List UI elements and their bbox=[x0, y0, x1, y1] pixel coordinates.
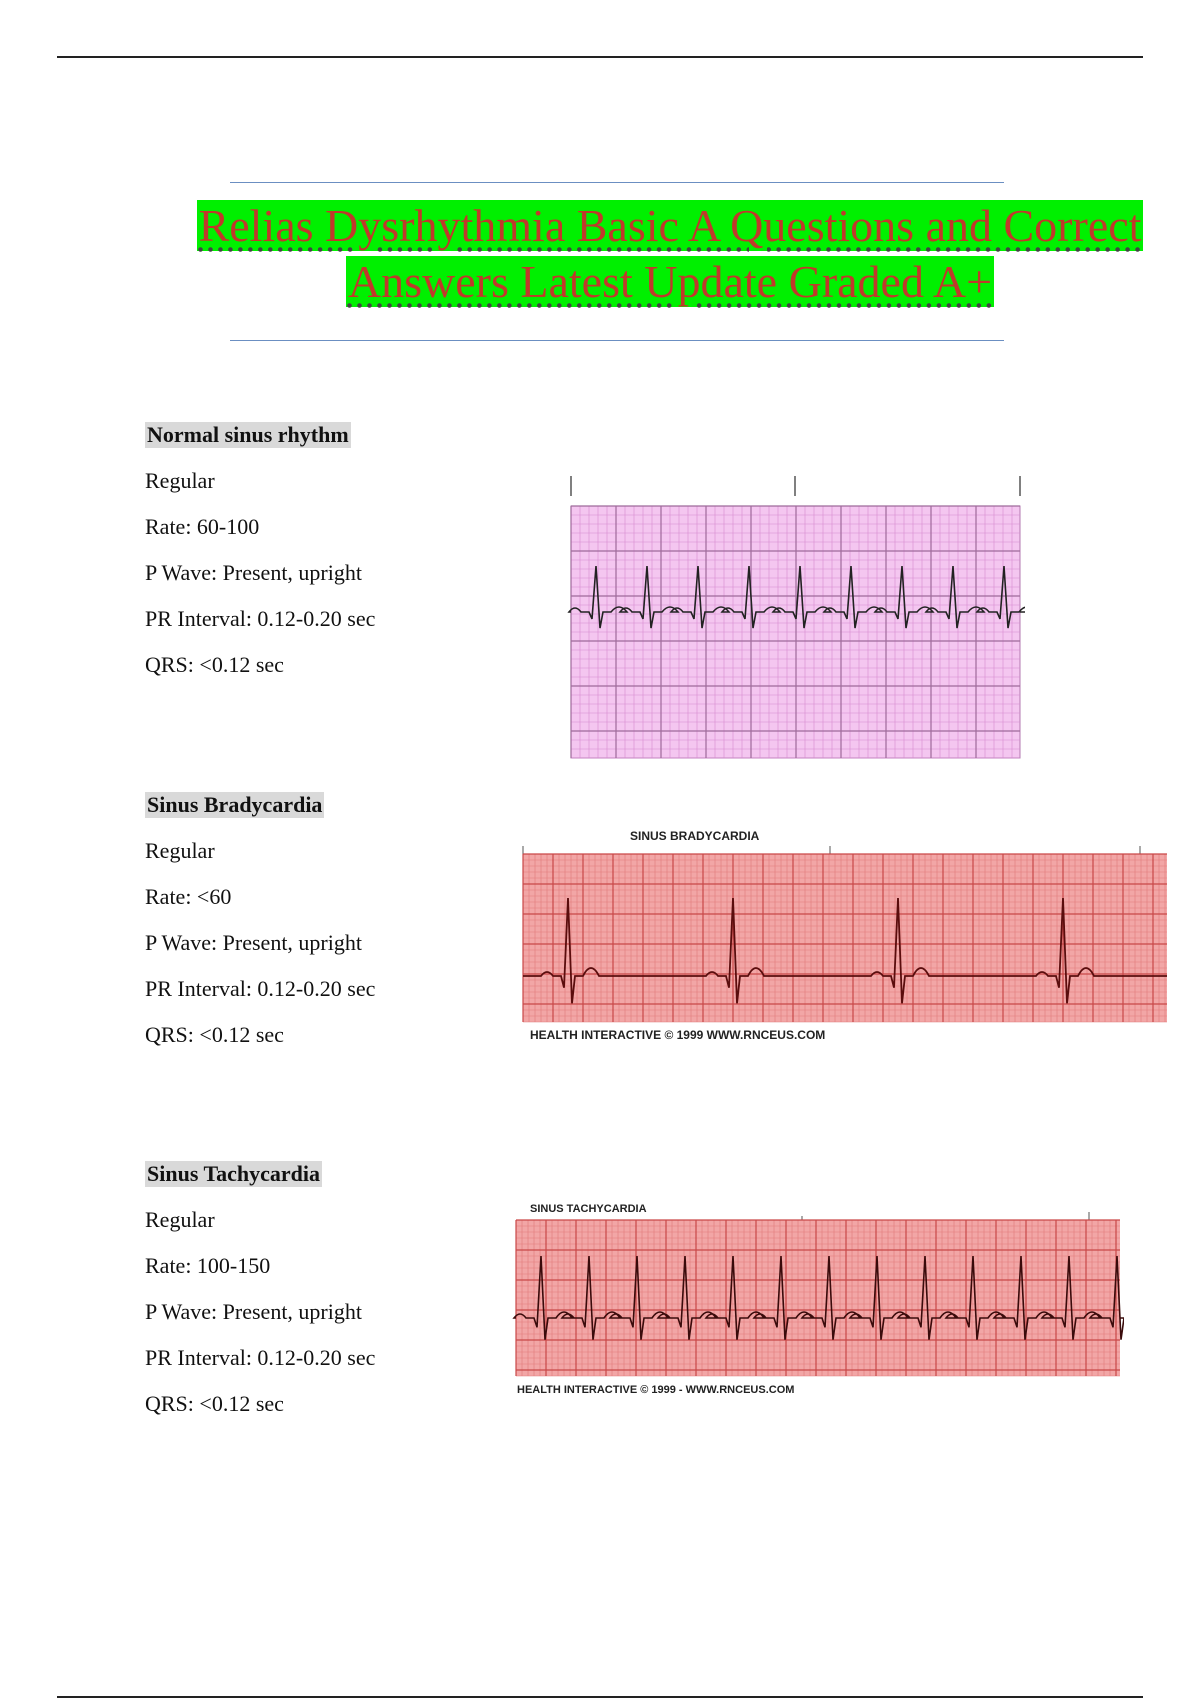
section-sinus-bradycardia bbox=[145, 792, 525, 1068]
section-line: Regular bbox=[145, 468, 215, 493]
section-line: PR Interval: 0.12-0.20 sec bbox=[145, 976, 376, 1001]
section-normal-sinus-rhythm bbox=[145, 422, 525, 698]
bottom-rule bbox=[57, 1696, 1143, 1698]
section-line: Rate: <60 bbox=[145, 884, 232, 909]
section-heading: Sinus Tachycardia bbox=[147, 1161, 321, 1186]
title-top-rule bbox=[230, 182, 1004, 183]
section-line: QRS: <0.12 sec bbox=[145, 1022, 284, 1047]
title-bottom-rule bbox=[230, 340, 1004, 341]
document-title bbox=[160, 198, 1180, 310]
ecg-strip-credit: HEALTH INTERACTIVE © 1999 WWW.RNCEUS.COM bbox=[530, 1028, 826, 1042]
section-line: P Wave: Present, upright bbox=[145, 930, 362, 955]
section-line: Regular bbox=[145, 838, 215, 863]
section-sinus-tachycardia bbox=[145, 1161, 525, 1437]
ecg-strip-normal-sinus bbox=[565, 472, 1025, 762]
section-heading: Normal sinus rhythm bbox=[147, 422, 349, 447]
ecg-strip-label: SINUS BRADYCARDIA bbox=[630, 829, 760, 843]
section-line: P Wave: Present, upright bbox=[145, 1299, 362, 1324]
ecg-strip-sinus-tachycardia bbox=[512, 1198, 1124, 1402]
section-heading: Sinus Bradycardia bbox=[147, 792, 323, 817]
section-line: PR Interval: 0.12-0.20 sec bbox=[145, 606, 376, 631]
section-line: QRS: <0.12 sec bbox=[145, 652, 284, 677]
ecg-strip-sinus-bradycardia bbox=[515, 826, 1175, 1046]
section-line: PR Interval: 0.12-0.20 sec bbox=[145, 1345, 376, 1370]
document-title-text: Relias Dysrhythmia Basic A Questions and Correct Answers Latest Update Graded A+ bbox=[198, 200, 1142, 307]
ecg-strip-label: SINUS TACHYCARDIA bbox=[530, 1203, 647, 1215]
section-line: Regular bbox=[145, 1207, 215, 1232]
section-line: Rate: 100-150 bbox=[145, 1253, 271, 1278]
section-line: Rate: 60-100 bbox=[145, 514, 260, 539]
section-line: P Wave: Present, upright bbox=[145, 560, 362, 585]
ecg-strip-credit: HEALTH INTERACTIVE © 1999 - WWW.RNCEUS.COM bbox=[517, 1384, 795, 1396]
top-rule bbox=[57, 56, 1143, 58]
section-line: QRS: <0.12 sec bbox=[145, 1391, 284, 1416]
